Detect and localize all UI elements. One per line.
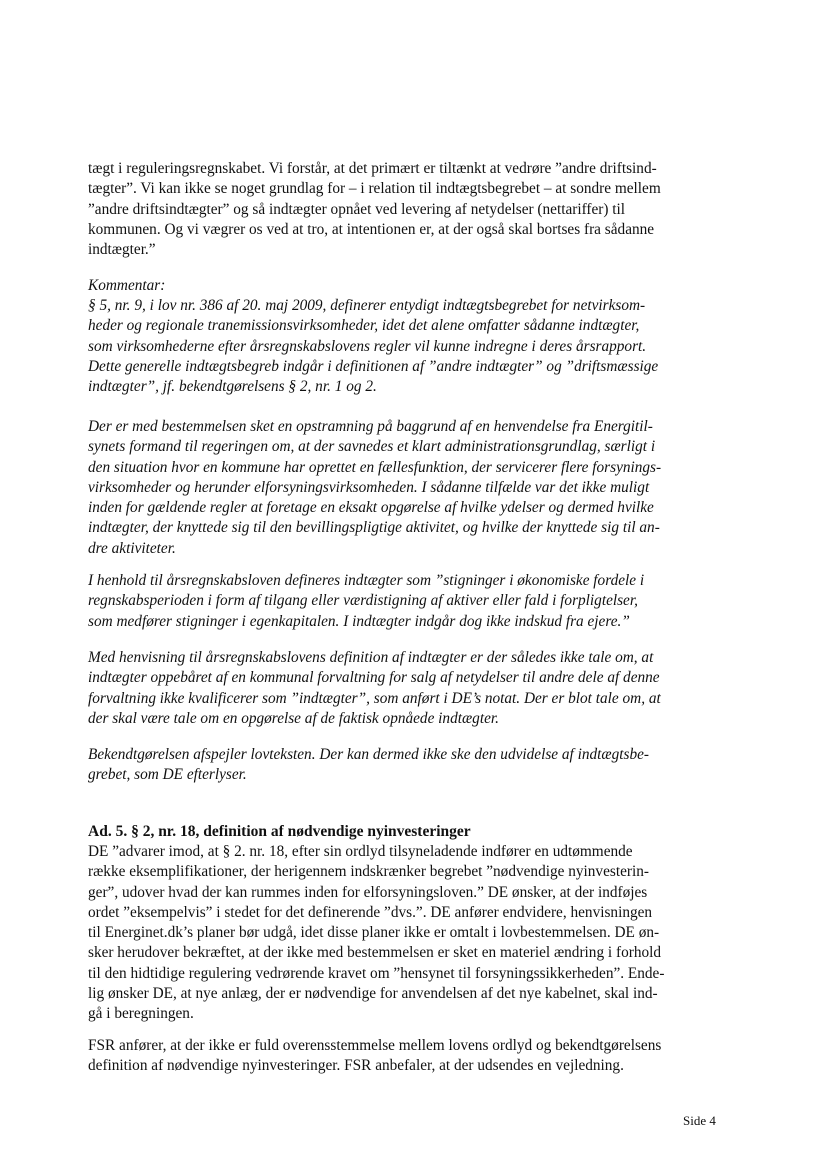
text-line: ger”, udover hvad der kan rummes inden for elforsyningsloven.” DE ønsker, at der indføjes [88, 883, 648, 901]
text-line: som virksomhederne efter årsregnskabslovens regler vil kunne indregne i deres årsrapport. [88, 337, 647, 355]
text-line: virksomheder og herunder elforsyningsvirksomheden. I sådanne tilfælde var det ikke muligt [88, 478, 650, 496]
comment-label [88, 276, 728, 296]
section-paragraph-1 [88, 842, 728, 1025]
text-line: § 5, nr. 9, i lov nr. 386 af 20. maj 2009, definerer entydigt indtægtsbegrebet for netvirksom- [88, 297, 646, 314]
text-line: forvaltning ikke kvalificerer som ”indtægter”, som anført i DE’s notat. Der er blot tale om, at [88, 689, 661, 707]
text-line: den situation hvor en kommune har oprettet en fællesfunktion, der servicerer flere forsynings- [88, 458, 662, 476]
text-line: indtægter oppebåret af en kommunal forvaltning for salg af netydelser til andre dele af denne [88, 669, 660, 687]
text-line: definition af nødvendige nyinvesteringer. FSR anbefaler, at der udsendes en vejledning. [88, 1057, 624, 1075]
quote-paragraph-end [88, 159, 728, 260]
text-line: inden for gældende regler at foretage en eksakt opgørelse af hvilke ydelser og dermed hvilke [88, 499, 654, 517]
text-line: til den hidtidige regulering vedrørende kravet om ”hensynet til forsyningssikkerheden”. Ende- [88, 964, 665, 982]
section-heading-text: Ad. 5. § 2, nr. 18, definition af nødvendige nyinvesteringer [88, 823, 471, 840]
text-line: Med henvisning til årsregnskabslovens definition af indtægter er der således ikke tale om, at [88, 649, 654, 666]
comment-paragraph-5 [88, 745, 728, 786]
text-line: regnskabsperioden i form af tilgang eller værdistigning af aktiver eller fald i forpligtelser, [88, 592, 638, 610]
text-line: grebet, som DE efterlyser. [88, 766, 247, 784]
text-line: til Energinet.dk’s planer bør udgå, idet disse planer ikke er omtalt i lovbestemmelsen. DE øn- [88, 924, 660, 942]
text-line: Bekendtgørelsen afspejler lovteksten. Der kan dermed ikke ske den udvidelse af indtægtsbe- [88, 746, 649, 763]
section-paragraph-2 [88, 1036, 728, 1077]
text-line: Dette generelle indtægtsbegreb indgår i definitionen af ”andre indtægter” og ”driftsmæssige [88, 357, 659, 375]
text-line: lig ønsker DE, at nye anlæg, der er nødvendige for anvendelsen af det nye kabelnet, skal ind- [88, 985, 658, 1003]
page-number: Side 4 [683, 1113, 716, 1128]
text-line: I henhold til årsregnskabsloven defineres indtægter som ”stigninger i økonomiske fordele i [88, 572, 645, 589]
comment-paragraph-4 [88, 648, 728, 729]
text-line: dre aktiviteter. [88, 539, 176, 557]
section-heading [88, 822, 728, 842]
text-line: indtægter”, jf. bekendtgørelsens § 2, nr. 1 og 2. [88, 378, 377, 396]
text-line: tægt i reguleringsregnskabet. Vi forstår, at det primært er tiltænkt at vedrøre ”andre driftsind- [88, 160, 657, 177]
text-line: tægter”. Vi kan ikke se noget grundlag for – i relation til indtægtsbegrebet – at sondre mellem [88, 180, 661, 198]
text-line: DE ”advarer imod, at § 2. nr. 18, efter sin ordlyd tilsyneladende indfører en udtømmende [88, 843, 633, 860]
text-line: sker herudover bekræftet, at der ikke med bestemmelsen er sket en materiel ændring i forhold [88, 944, 662, 962]
text-line: heder og regionale tranemissionsvirksomheder, idet det alene omfatter sådanne indtægter, [88, 317, 640, 335]
text-line: gå i beregningen. [88, 1005, 194, 1023]
text-line: række eksemplifikationer, der herigennem indskrænker begrebet ”nødvendige nyinvesterin- [88, 863, 649, 881]
comment-paragraph-2 [88, 417, 728, 559]
text-line: indtægter.” [88, 241, 156, 259]
text-line: kommunen. Og vi vægrer os ved at tro, at intentionen er, at der også skal bortses fra sådanne [88, 220, 655, 238]
comment-label-text: Kommentar: [88, 277, 166, 294]
text-line: ordet ”eksempelvis” i stedet for det definerende ”dvs.”. DE anfører endvidere, henvisningen [88, 903, 653, 921]
text-line: ”andre driftsindtægter” og så indtægter opnået ved levering af netydelser (nettariffer) til [88, 200, 626, 218]
text-line: synets formand til regeringen om, at der savnedes et klart administrationsgrundlag, særligt i [88, 438, 656, 456]
text-line: Der er med bestemmelsen sket en opstramning på baggrund af en henvendelse fra Energitil- [88, 418, 653, 435]
text-line: som medfører stigninger i egenkapitalen. I indtægter indgår dog ikke indskud fra ejere.” [88, 612, 630, 630]
comment-paragraph-3 [88, 571, 728, 632]
text-line: FSR anfører, at der ikke er fuld overensstemmelse mellem lovens ordlyd og bekendtgørelsens [88, 1037, 662, 1054]
text-line: der skal være tale om en opgørelse af de faktisk opnåede indtægter. [88, 709, 499, 727]
comment-paragraph-1 [88, 296, 728, 397]
text-line: indtægter, der knyttede sig til den bevillingspligtige aktivitet, og hvilke der knyttede sig til an- [88, 519, 660, 537]
